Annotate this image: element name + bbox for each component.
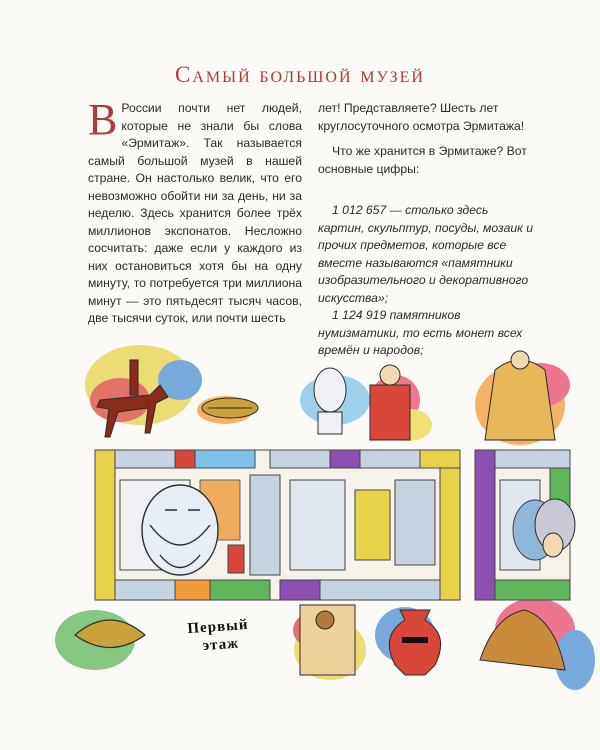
drop-cap: В bbox=[88, 95, 118, 144]
assyrian-relief-icon bbox=[300, 605, 355, 675]
intro-paragraph bbox=[88, 95, 302, 328]
text-column-right bbox=[318, 100, 534, 360]
fact-numismatics: 1 124 919 памятников нумизматики, то есть монет всех времён и народов; bbox=[318, 308, 523, 357]
zeus-bust-icon bbox=[142, 485, 218, 575]
paragraph-continuation: лет! Представляете? Шесть лет круглосуточного осмотра Эрмитажа! bbox=[318, 101, 525, 133]
mummy-sarcophagus-icon bbox=[202, 398, 258, 418]
floor-label bbox=[187, 616, 250, 656]
paragraph-question: Что же хранится в Эрмитаже? Вот основные цифры: bbox=[318, 144, 527, 176]
philosopher-bust-icon bbox=[314, 368, 346, 434]
floor-label-line1: Первый bbox=[186, 616, 249, 638]
page-title: Самый большой музей bbox=[175, 62, 425, 87]
floor-label-line2: этаж bbox=[202, 635, 240, 655]
fact-paintings: 1 012 657 — столько здесь картин, скульптур, посуды, мозаик и прочих предметов, которые все вместе называются «памятники изобразительного и декоративного искусства»; bbox=[318, 203, 534, 305]
floor-plan-illustration bbox=[0, 330, 600, 750]
intro-text: России почти нет людей, которые не знали бы слова «Эрмитаж». Так называется самый большой музей в нашей стране. Он настолько велик, что его невозможно обойти ни за день, ни за неделю. Здесь хранится более трёх миллионов экспонатов. Несложно сосчитать: даже если у каждого из них остановиться хотя бы на одну минуту, то потребуется три миллиона минут — это пятьдесят тысяч часов, две тысячи суток, или почти шесть bbox=[88, 101, 302, 325]
seated-nobleman-icon bbox=[370, 365, 410, 440]
text-column-left bbox=[88, 95, 302, 336]
